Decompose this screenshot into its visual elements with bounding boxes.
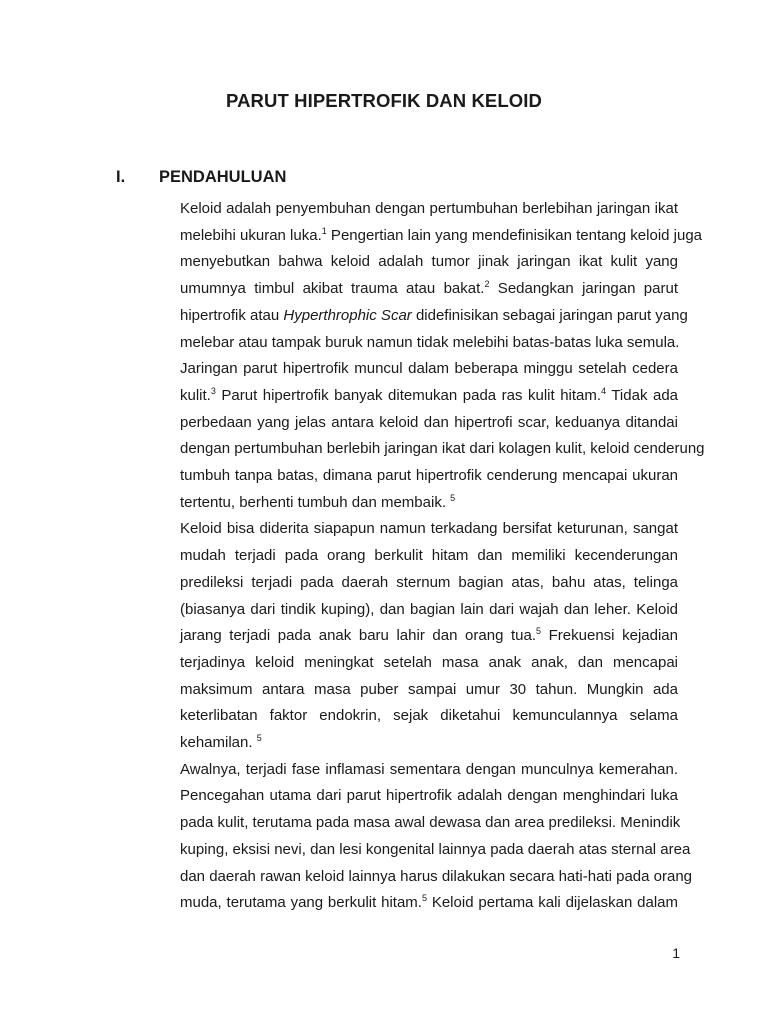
page-number: 1 bbox=[672, 945, 680, 961]
text-line: kehamilan. $^5$ bbox=[180, 733, 262, 752]
footnote-ref: 3 bbox=[210, 385, 216, 396]
text-line: tumbuh tanpa batas, dimana parut hipertrofik cenderung mencapai ukuran bbox=[180, 467, 678, 485]
footnote-ref: 5 bbox=[256, 733, 262, 744]
italic-term: Hyperthrophic Scar bbox=[283, 306, 412, 324]
text-line: mudah terjadi pada orang berkulit hitam dan memiliki kecenderungan bbox=[180, 547, 678, 565]
text-line: maksimum antara masa puber sampai umur 30 tahun. Mungkin ada bbox=[180, 680, 678, 698]
section-heading bbox=[116, 168, 676, 187]
text-line: Keloid bisa diderita siapapun namun terkadang bersifat keturunan, sangat bbox=[180, 520, 678, 538]
footnote-ref: 1 bbox=[321, 225, 327, 236]
text-line: umumnya timbul akibat trauma atau bakat.$^2$ Sedangkan jaringan parut bbox=[180, 279, 678, 298]
text-line: dengan pertumbuhan berlebih jaringan ikat dari kolagen kulit, keloid cenderung bbox=[180, 440, 705, 458]
text-line: hipertrofik atau Hyperthrophic Scar didefinisikan sebagai jaringan parut yang bbox=[180, 306, 688, 324]
text-line: kuping, eksisi nevi, dan lesi kongenital lainnya pada daerah atas sternal area bbox=[180, 840, 691, 858]
text-line: Pencegahan utama dari parut hipertrofik adalah dengan menghindari luka bbox=[180, 787, 678, 805]
text-line: predileksi terjadi pada daerah sternum bagian atas, bahu atas, telinga bbox=[180, 573, 678, 591]
body-paragraph bbox=[158, 757, 693, 917]
footnote-ref: 2 bbox=[484, 279, 490, 290]
text-line: jarang terjadi pada anak baru lahir dan orang tua.$^5$ Frekuensi kejadian bbox=[180, 626, 678, 645]
body-text bbox=[158, 196, 705, 917]
text-line: perbedaan yang jelas antara keloid dan hipertrofi scar, keduanya ditandai bbox=[180, 413, 678, 431]
text-line: melebihi ukuran luka.$^1$ Pengertian lain yang mendefinisikan tentang keloid juga bbox=[180, 225, 703, 244]
section-title: PENDAHULUAN bbox=[159, 168, 287, 186]
body-paragraph bbox=[158, 516, 678, 756]
text-line: dan daerah rawan keloid lainnya harus dilakukan secara hati-hati pada orang bbox=[180, 867, 693, 885]
text-line: menyebutkan bahwa keloid adalah tumor jinak jaringan ikat kulit yang bbox=[180, 253, 678, 271]
text-line: Awalnya, terjadi fase inflamasi sementara dengan munculnya kemerahan. bbox=[180, 760, 678, 778]
footnote-ref: 5 bbox=[450, 492, 456, 503]
text-line: kulit.$^3$ Parut hipertrofik banyak ditemukan pada ras kulit hitam.$^4$ Tidak ada bbox=[180, 385, 679, 404]
text-line: (biasanya dari tindik kuping), dan bagian lain dari wajah dan leher. Keloid bbox=[180, 600, 678, 618]
footnote-ref: 5 bbox=[421, 893, 427, 904]
footnote-ref: 4 bbox=[601, 385, 607, 396]
text-line: pada kulit, terutama pada masa awal dewasa dan area predileksi. Menindik bbox=[180, 814, 681, 832]
text-line: melebar atau tampak buruk namun tidak melebihi batas-batas luka semula. bbox=[180, 333, 680, 351]
body-paragraph bbox=[158, 196, 705, 516]
text-line: terjadinya keloid meningkat setelah masa anak anak, dan mencapai bbox=[180, 653, 678, 671]
document-title: PARUT HIPERTROFIK DAN KELOID bbox=[226, 90, 542, 111]
section-number: I. bbox=[116, 168, 126, 186]
footnote-ref: 5 bbox=[536, 626, 542, 637]
text-line: Jaringan parut hipertrofik muncul dalam beberapa minggu setelah cedera bbox=[180, 360, 678, 378]
text-line: Keloid adalah penyembuhan dengan pertumbuhan berlebihan jaringan ikat bbox=[180, 200, 678, 217]
text-line: muda, terutama yang berkulit hitam.$^5$ Keloid pertama kali dijelaskan dalam bbox=[180, 893, 678, 912]
text-line: tertentu, berhenti tumbuh dan membaik. $^5$ bbox=[180, 492, 456, 511]
text-line: keterlibatan faktor endokrin, sejak diketahui kemunculannya selama bbox=[180, 707, 678, 725]
